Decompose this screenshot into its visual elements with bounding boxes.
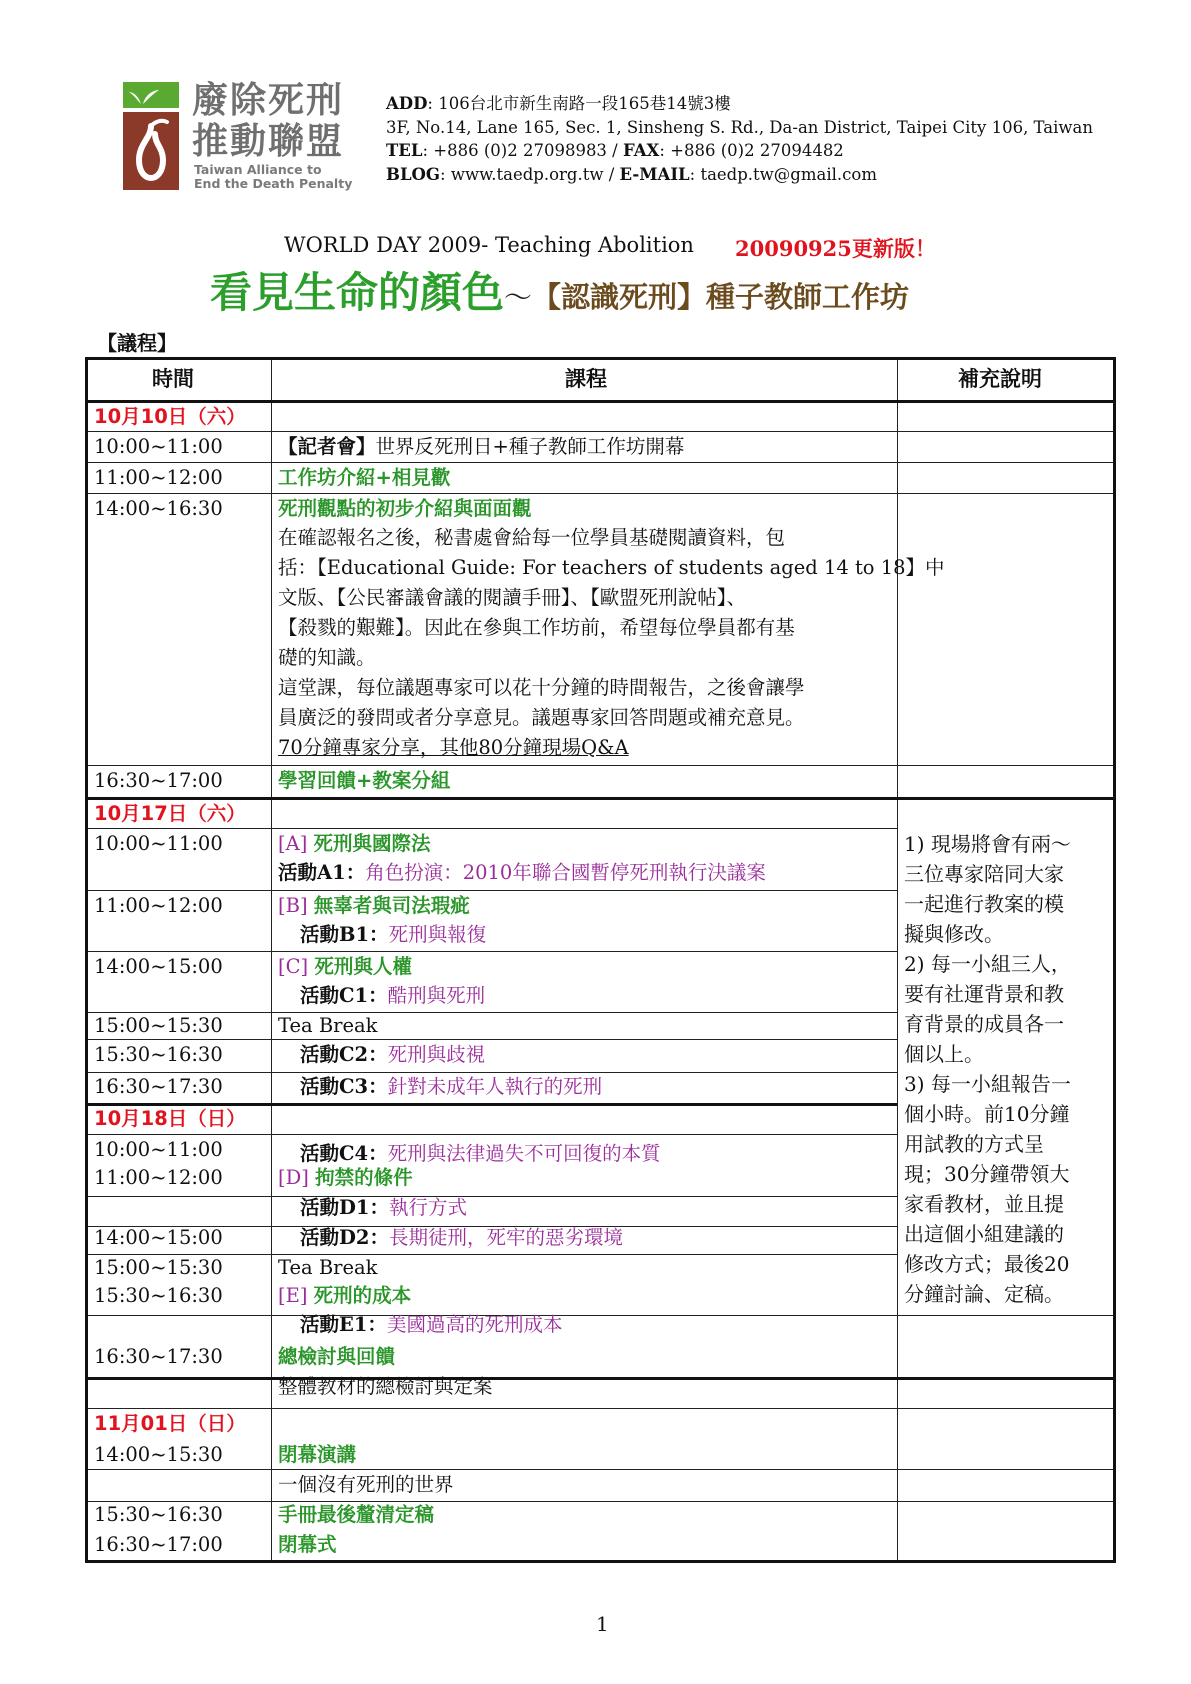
date-day4: 11月01日（日） (94, 1412, 246, 1435)
time-cell: 15:30~16:30 (94, 1503, 223, 1526)
course-cell: [D] 拘禁的條件 (278, 1166, 413, 1189)
activity-cell: 活動C4：死刑與法律過失不可回復的本質 (300, 1142, 661, 1165)
course-cell: 【記者會】世界反死刑日+種子教師工作坊開幕 (278, 435, 685, 458)
address-line-en: 3F, No.14, Lane 165, Sec. 1, Sinsheng S. Rd., Da-an District, Taipei City 106, Taiwan (386, 117, 1093, 137)
activity-cell: 活動C1：酷刑與死刑 (300, 984, 486, 1007)
course-desc-line: 在確認報名之後，秘書處會給每一位學員基礎閱讀資料，包 (278, 526, 786, 549)
course-desc-line: 【殺戮的艱難】。因此在參與工作坊前，希望每位學員都有基 (278, 616, 795, 639)
header-course: 課程 (565, 367, 607, 391)
time-cell: 16:30~17:00 (94, 1533, 223, 1556)
course-desc-line: 文版、【公民審議會議的閱讀手冊】、【歐盟死刑說帖】、 (278, 586, 747, 609)
course-cell: [A] 死刑與國際法 (278, 832, 431, 855)
time-cell: 16:30~17:30 (94, 1345, 223, 1368)
notes-cell: 1) 現場將會有兩～ 三位專家陪同大家 一起進行教案的模 擬與修改。 2) 每一小組三人， 要有社運背景和教 育背景的成員各一 個以上。 3) 每一小組報告一 個小時。前10分鐘 用試教的方式呈 現；30分鐘帶領大 家看教材，並且提 出這個小組建議的 修改方式；最後20 分鐘討論、定稿。 (904, 832, 1071, 1306)
course-cell: 工作坊介紹+相見歡 (278, 466, 451, 489)
time-cell: 14:00~16:30 (94, 497, 223, 520)
date-day1: 10月10日（六） (94, 405, 246, 428)
alliance-name-zh: 廢除死刑 推動聯盟 (192, 80, 345, 162)
course-cell: 閉幕式 (278, 1533, 337, 1556)
agenda-table (85, 357, 1116, 1563)
course-cell: [C] 死刑與人權 (278, 955, 412, 978)
activity-cell: 活動E1：美國過高的死刑成本 (300, 1313, 563, 1336)
address-line: ADD: 106台北市新生南路一段165巷14號3樓 (386, 94, 731, 113)
activity-cell: 活動C3：針對未成年人執行的死刑 (300, 1075, 603, 1098)
date-day3: 10月18日（日） (94, 1107, 246, 1130)
course-cell: 閉幕演講 (278, 1443, 357, 1466)
header-notes: 補充說明 (958, 367, 1042, 391)
time-cell: 14:00~15:30 (94, 1443, 223, 1466)
page-number: 1 (596, 1612, 609, 1636)
alliance-name-en: Taiwan Alliance to End the Death Penalty (194, 162, 353, 191)
course-cell: 總檢討與回饋 (278, 1345, 396, 1368)
header-time: 時間 (152, 367, 194, 391)
agenda-label: 【議程】 (97, 331, 177, 355)
time-cell: 11:00~12:00 (94, 1166, 223, 1189)
activity-cell: 活動D1：執行方式 (300, 1196, 467, 1219)
course-cell: 學習回饋+教案分組 (278, 769, 451, 792)
time-cell: 15:00~15:30 (94, 1014, 223, 1037)
course-cell: 手冊最後釐清定稿 (278, 1503, 435, 1526)
course-desc-line: 70分鐘專家分享，其他80分鐘現場Q&A (278, 736, 629, 759)
time-cell: 10:00~11:00 (94, 1138, 223, 1161)
time-cell: 15:30~16:30 (94, 1043, 223, 1066)
time-cell: 10:00~11:00 (94, 435, 223, 458)
course-desc-line: 礎的知識。 (278, 646, 376, 669)
activity-cell: 活動D2：長期徒刑，死牢的惡劣環境 (300, 1226, 623, 1249)
time-cell: 15:30~16:30 (94, 1284, 223, 1307)
time-cell: 16:30~17:00 (94, 769, 223, 792)
course-cell: Tea Break (278, 1014, 378, 1037)
course-desc-line: 這堂課，每位議題專家可以花十分鐘的時間報告，之後會讓學 (278, 676, 805, 699)
course-desc-line: 括：【Educational Guide: For teachers of students aged 14 to 18】中 (278, 556, 945, 579)
course-desc-line: 一個沒有死刑的世界 (278, 1473, 454, 1496)
course-cell: [E] 死刑的成本 (278, 1284, 412, 1307)
date-day2: 10月17日（六） (94, 802, 246, 825)
time-cell: 11:00~12:00 (94, 894, 223, 917)
alliance-logo-icon (123, 82, 179, 190)
course-desc-line: 整體教材的總檢討與定案 (278, 1375, 493, 1398)
course-cell: [B] 無辜者與司法瑕疵 (278, 894, 470, 917)
time-cell: 11:00~12:00 (94, 466, 223, 489)
page-title: 看見生命的顏色～【認識死刑】種子教師工作坊 (210, 268, 910, 317)
time-cell: 15:00~15:30 (94, 1256, 223, 1279)
time-cell: 16:30~17:30 (94, 1075, 223, 1098)
time-cell: 14:00~15:00 (94, 1226, 223, 1249)
activity-cell: 活動C2：死刑與歧視 (300, 1043, 486, 1066)
time-cell: 14:00~15:00 (94, 955, 223, 978)
activity-cell: 活動B1：死刑與報復 (300, 923, 487, 946)
time-cell: 10:00~11:00 (94, 832, 223, 855)
update-badge: 20090925更新版！ (735, 236, 936, 261)
phone-line: TEL: +886 (0)2 27098983 / FAX: +886 (0)2 27094482 (386, 141, 844, 160)
web-line: BLOG: www.taedp.org.tw / E-MAIL: taedp.tw@gmail.com (386, 164, 877, 184)
event-subtitle: WORLD DAY 2009- Teaching Abolition (284, 233, 694, 257)
activity-cell: 活動A1：角色扮演：2010年聯合國暫停死刑執行決議案 (278, 861, 766, 884)
contact-block (386, 92, 1093, 186)
course-cell: 死刑觀點的初步介紹與面面觀 (278, 497, 532, 520)
course-cell: Tea Break (278, 1256, 378, 1279)
course-desc-line: 員廣泛的發問或者分享意見。議題專家回答問題或補充意見。 (278, 706, 805, 729)
